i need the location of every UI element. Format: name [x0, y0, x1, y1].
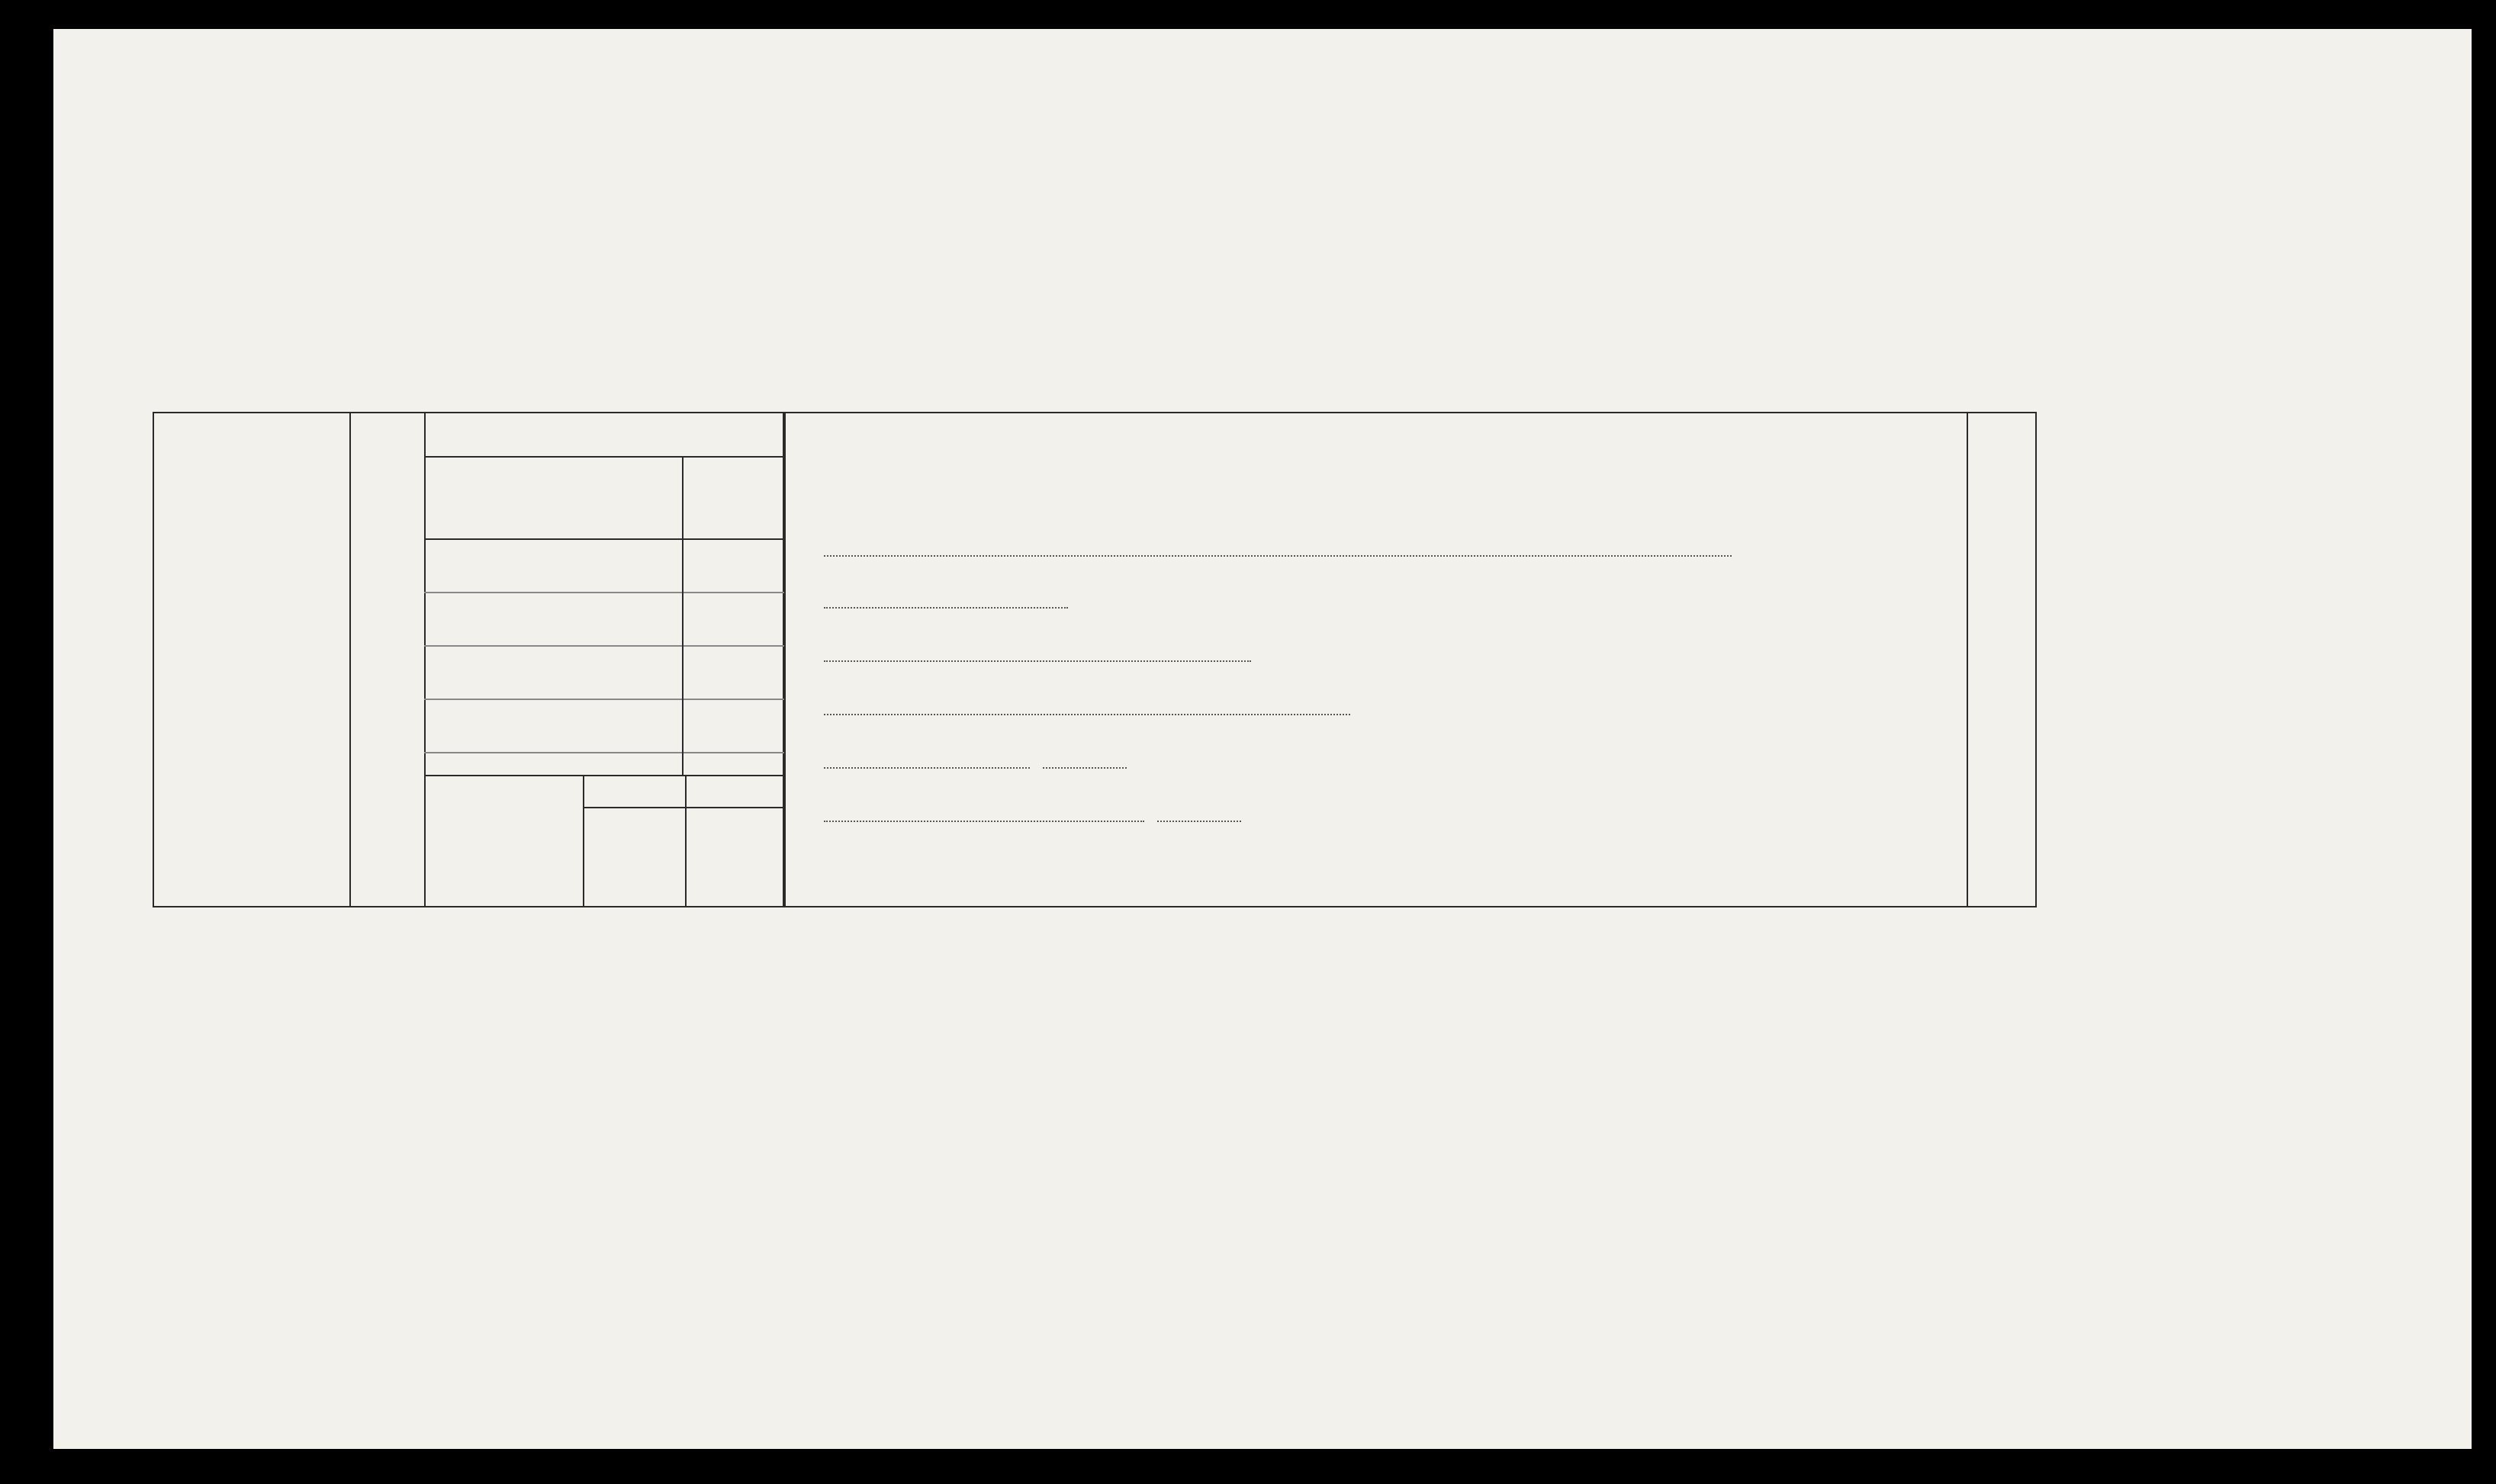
private-q6-line — [824, 804, 1241, 827]
private-q2-answer-line[interactable] — [824, 607, 1068, 609]
private-q2-line — [824, 590, 1068, 614]
private-q5a-answer-line[interactable] — [824, 767, 1030, 769]
trade-name-header — [424, 456, 684, 540]
private-q6b-answer-line[interactable] — [1157, 821, 1241, 822]
trade-lines — [424, 540, 784, 776]
workers-box — [153, 412, 351, 907]
private-q4-line — [824, 697, 1350, 721]
private-q3-line — [824, 644, 1251, 667]
private-q1-answer-line[interactable] — [824, 555, 1732, 557]
desyatin-col — [583, 775, 687, 907]
population-title — [1973, 426, 2032, 891]
trade-qty-divider — [682, 540, 684, 776]
private-q5-line — [824, 750, 1127, 774]
workers-title — [359, 441, 420, 883]
private-q4-answer-line[interactable] — [824, 714, 1350, 715]
private-q6a-answer-line[interactable] — [824, 821, 1144, 822]
private-q1b-line — [824, 538, 1732, 562]
garden-header-line — [583, 807, 784, 808]
private-q5b-answer-line[interactable] — [1043, 767, 1127, 769]
private-q3-answer-line[interactable] — [824, 660, 1251, 662]
trade-qty-header — [682, 456, 784, 540]
census-card — [53, 29, 2472, 1449]
